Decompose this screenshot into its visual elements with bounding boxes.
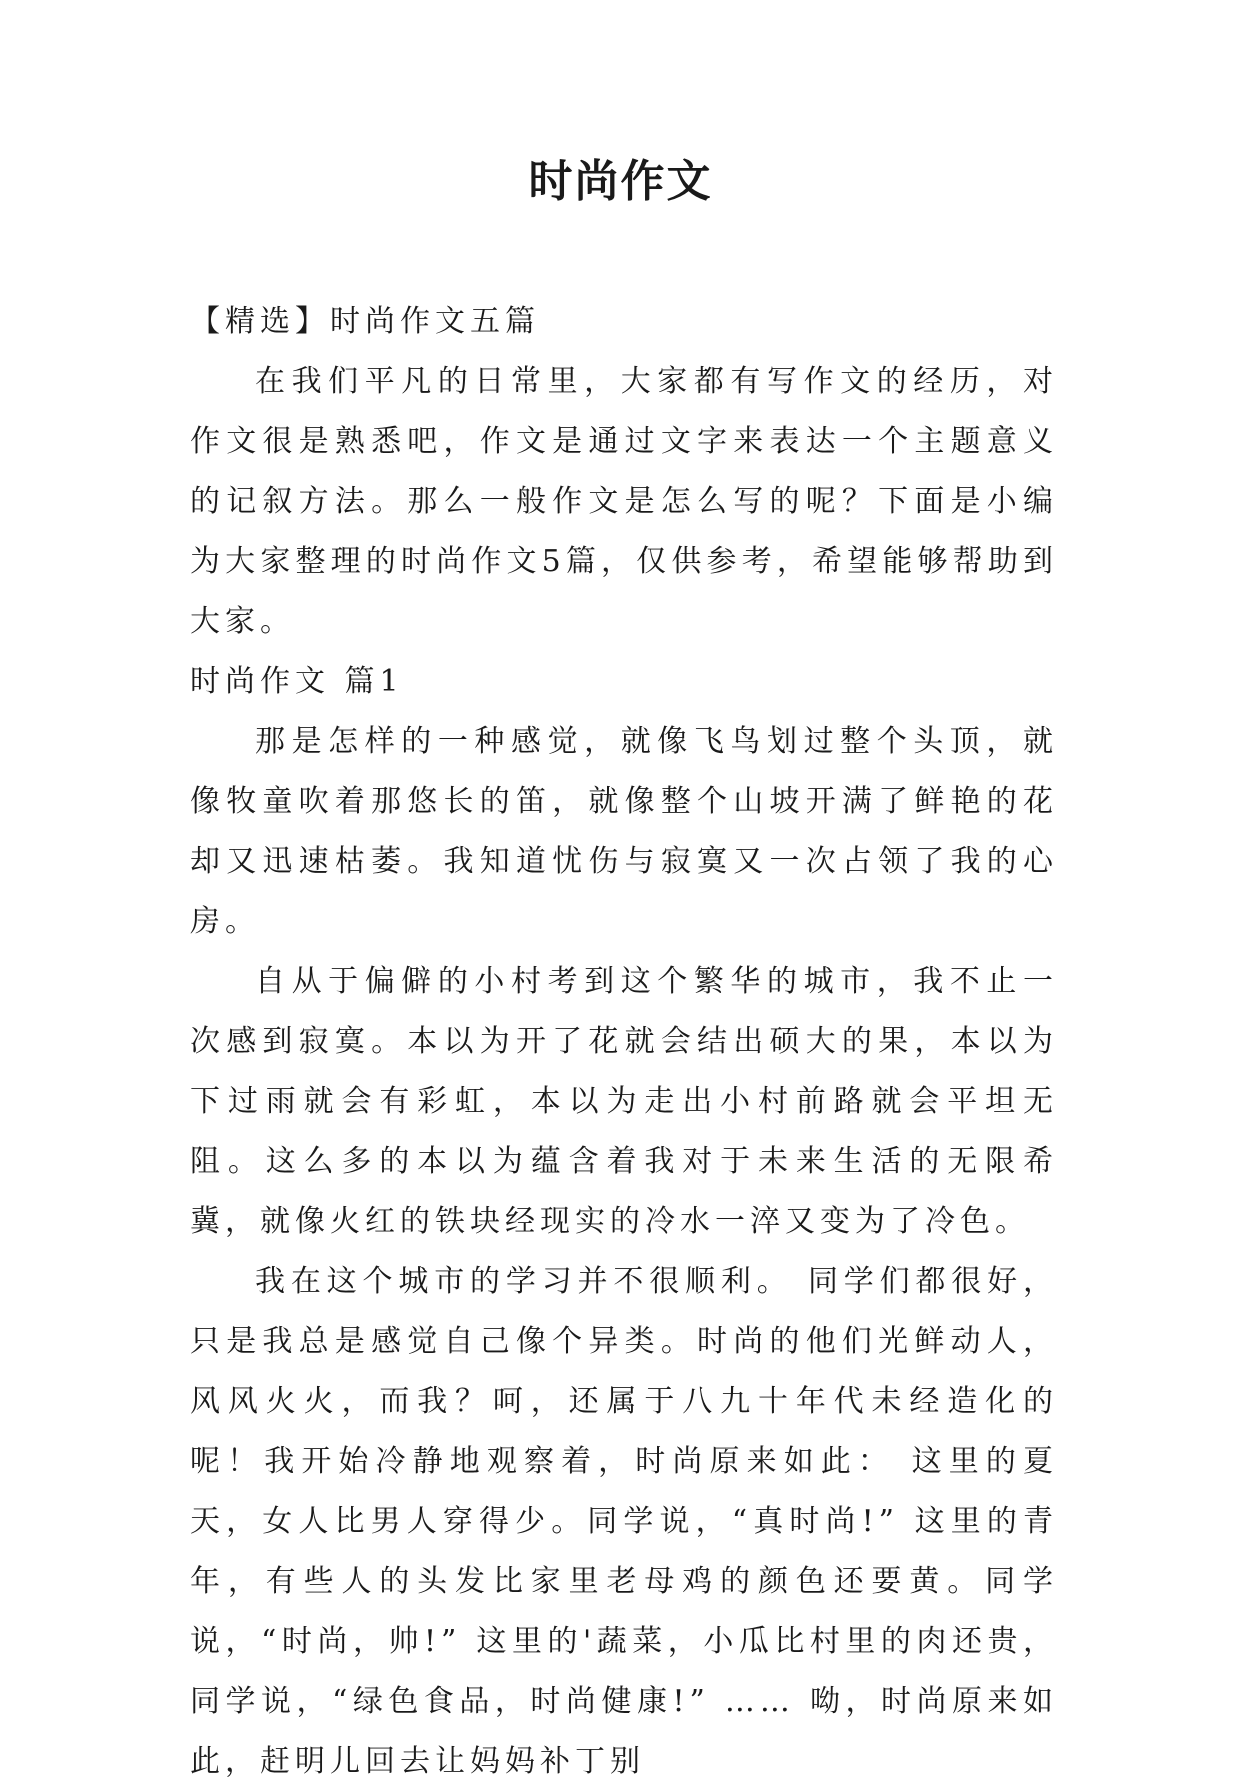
section-heading: 时尚作文 篇1 (190, 664, 404, 699)
document-title: 时尚作文 (528, 156, 713, 207)
document-subtitle: 【精选】时尚作文五篇 (190, 304, 540, 339)
document-body (190, 292, 1058, 1792)
essay-paragraph-3: 我在这个城市的学习并不很顺利。 同学们都很好，只是我总是感觉自己像个异类。时尚的他们光鲜动人，风风火火，而我？呵，还属于八九十年代未经造化的呢！我开始冷静地观察着，时尚原来如此： 这里的夏天，女人比男人穿得少。同学说，“真时尚!” 这里的青年，有些人的头发比家里老母鸡的颜色还要黄。同学说，“时尚，帅!” 这里的'蔬菜，小瓜比村里的肉还贵，同学说，“绿色食品，时尚健康!” …… 呦，时尚原来如此，赶明儿回去让妈妈补丁别 (190, 1264, 1058, 1779)
essay-paragraph-2: 自从于偏僻的小村考到这个繁华的城市，我不止一次感到寂寞。本以为开了花就会结出硕大的果，本以为下过雨就会有彩虹，本以为走出小村前路就会平坦无阻。这么多的本以为蕴含着我对于未来生活的无限希冀，就像火红的铁块经现实的冷水一淬又变为了冷色。 (190, 964, 1058, 1239)
intro-paragraph: 在我们平凡的日常里，大家都有写作文的经历，对作文很是熟悉吧，作文是通过文字来表达一个主题意义的记叙方法。那么一般作文是怎么写的呢？下面是小编为大家整理的时尚作文5篇，仅供参考，希望能够帮助到大家。 (190, 364, 1058, 639)
essay-paragraph-1: 那是怎样的一种感觉，就像飞鸟划过整个头顶，就像牧童吹着那悠长的笛，就像整个山坡开满了鲜艳的花却又迅速枯萎。我知道忧伤与寂寞又一次占领了我的心房。 (190, 724, 1058, 939)
